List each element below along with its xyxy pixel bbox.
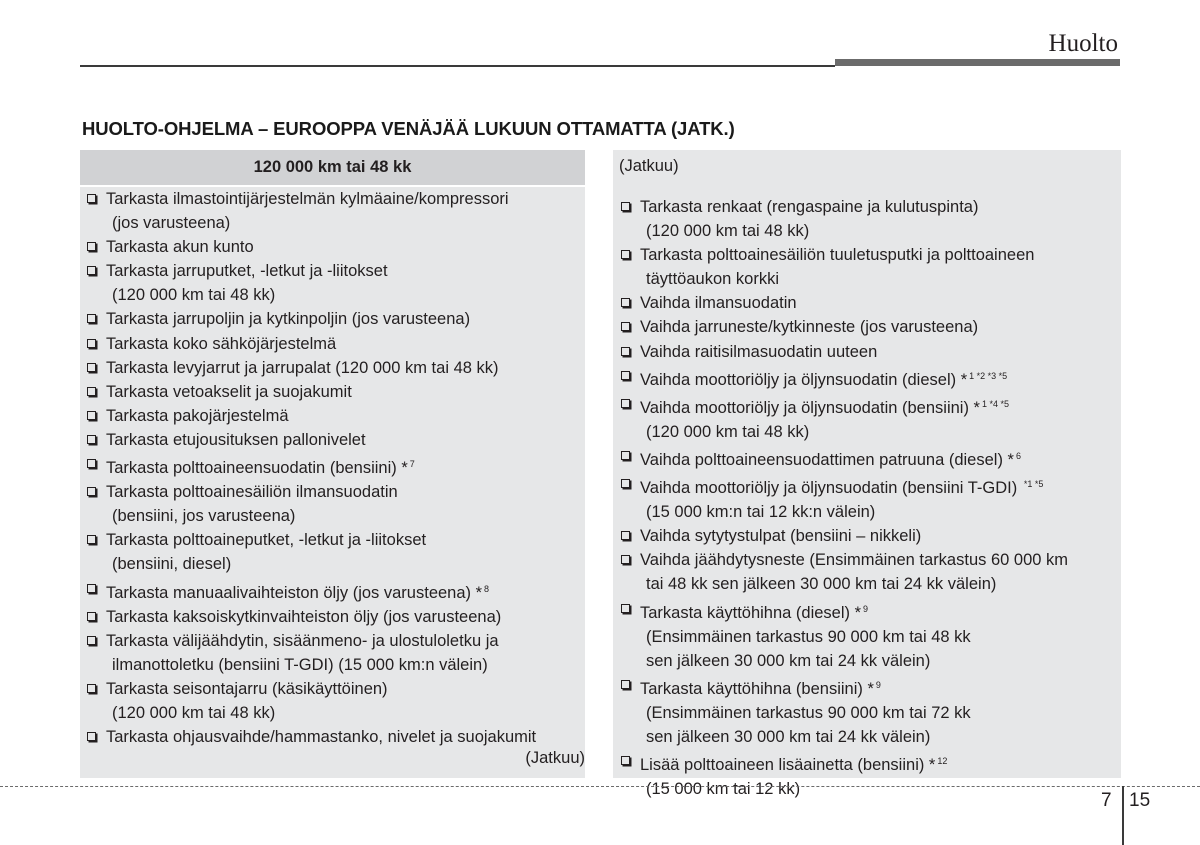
checkbox-icon [87,459,96,468]
item-line: Tarkasta käyttöhihna (bensiini) * [640,679,874,698]
checklist-item [84,404,584,428]
item-line: Tarkasta käyttöhihna (diesel) * [640,603,862,622]
checkbox-icon [87,636,96,645]
footnote-marker: 1 *2 *3 *5 [969,370,1008,381]
footnote-marker: 9 [863,603,869,614]
checklist-item [84,235,584,259]
item-line: Tarkasta polttoaineensuodatin (bensiini) * [106,459,408,478]
checkbox-icon [621,250,630,259]
item-line: Vaihda ilmansuodatin [640,294,797,313]
item-text [106,677,584,701]
checklist-item [618,472,1121,524]
item-line: Tarkasta jarrupoljin ja kytkinpoljin (jos varusteena) [106,310,471,329]
item-line: (Ensimmäinen tarkastus 90 000 km tai 48 kk [646,627,971,646]
item-text [640,597,1121,625]
checkbox-icon [87,612,96,621]
checkbox-icon [621,298,630,307]
checklist-item [618,548,1121,596]
item-line: Tarkasta vetoakselit ja suojakumit [106,382,352,401]
checkbox-icon [621,555,630,564]
checkbox-icon [621,347,630,356]
item-line: Vaihda moottoriöljy ja öljynsuodatin (bensiini T-GDI) [640,479,1022,498]
checkbox-icon [87,684,96,693]
item-line: Vaihda jarruneste/kytkinneste (jos varusteena) [640,318,979,337]
item-text [106,235,584,259]
item-line: tai 48 kk sen jälkeen 30 000 km tai 24 kk välein) [646,575,997,594]
checklist-item [84,480,584,528]
item-text-continued [640,777,1121,801]
item-line: Tarkasta koko sähköjärjestelmä [106,334,337,353]
item-text [640,444,1121,472]
left-panel-heading: 120 000 km tai 48 kk [80,150,585,185]
item-text [640,548,1121,572]
checkbox-icon [87,487,96,496]
item-line: (120 000 km tai 48 kk) [112,703,276,722]
checklist-item [618,243,1121,291]
item-line: Lisää polttoaineen lisäainetta (bensiini) * [640,756,936,775]
header-title: Huolto [1048,30,1118,57]
header-rule-accent [835,59,1120,66]
item-text [640,243,1121,267]
item-line: Vaihda moottoriöljy ja öljynsuodatin (bensiini) * [640,398,980,417]
checkbox-icon [621,202,630,211]
checklist-item [84,332,584,356]
footer-divider [0,786,1200,787]
item-line: ilmanottoletku (bensiini T-GDI) (15 000 km:n välein) [112,655,488,674]
item-line: (Ensimmäinen tarkastus 90 000 km tai 72 kk [646,703,971,722]
checklist-item [84,452,584,480]
left-panel [80,150,585,778]
footnote-marker: 9 [875,679,881,690]
item-text-continued [640,701,1121,725]
checkbox-icon [621,680,630,689]
item-text-continued [106,504,584,528]
item-text [640,673,1121,701]
footnote-marker: 7 [409,459,415,470]
checkbox-icon [621,371,630,380]
checklist-item [618,749,1121,801]
item-text [640,364,1121,392]
item-text-continued [640,572,1121,596]
header-rule [80,65,835,67]
checkbox-icon [621,756,630,765]
item-text-continued [106,283,584,307]
item-line: täyttöaukon korkki [646,270,779,289]
item-line: Vaihda jäähdytysneste (Ensimmäinen tarkastus 60 000 km [640,551,1069,570]
item-text [106,356,584,380]
checklist-item [84,725,584,749]
checklist-item [618,315,1121,339]
checkbox-icon [621,451,630,460]
checklist-item [84,428,584,452]
checkbox-icon [621,322,630,331]
item-text-continued [640,500,1121,524]
checklist-item [84,629,584,677]
right-checklist [618,195,1121,801]
item-line: (jos varusteena) [112,214,231,233]
chapter-number: 7 [1101,790,1112,811]
item-line: sen jälkeen 30 000 km tai 24 kk välein) [646,651,931,670]
item-text-continued [640,625,1121,649]
item-text [106,187,584,211]
checkbox-icon [87,339,96,348]
item-line: sen jälkeen 30 000 km tai 24 kk välein) [646,727,931,746]
page-number: 15 [1129,790,1151,811]
checkbox-icon [87,435,96,444]
checklist-item [84,356,584,380]
item-line: (120 000 km tai 48 kk) [646,422,810,441]
checklist-item [84,605,584,629]
checklist-item [618,444,1121,472]
item-line: (15 000 km:n tai 12 kk:n välein) [646,503,876,522]
item-text [106,332,584,356]
checklist-item [84,380,584,404]
item-text [640,340,1121,364]
item-text [106,605,584,629]
checkbox-icon [621,604,630,613]
item-line: Tarkasta välijäähdytin, sisäänmeno- ja ulostuloletku ja [106,631,499,650]
item-line: Tarkasta seisontajarru (käsikäyttöinen) [106,679,388,698]
item-text [640,472,1121,500]
item-text [106,629,584,653]
checklist-item [618,673,1121,749]
item-line: Vaihda moottoriöljy ja öljynsuodatin (diesel) * [640,370,968,389]
item-line: Tarkasta polttoaineputket, -letkut ja -liitokset [106,531,427,550]
item-line: Tarkasta akun kunto [106,238,254,257]
item-line: (bensiini, diesel) [112,555,232,574]
footnote-marker: 8 [484,583,490,594]
checklist-item [618,195,1121,243]
checkbox-icon [87,314,96,323]
checkbox-icon [621,399,630,408]
item-text-continued [106,701,584,725]
item-text [640,524,1121,548]
checkbox-icon [87,242,96,251]
checkbox-icon [87,363,96,372]
item-text-continued [106,211,584,235]
item-line: Vaihda sytytystulpat (bensiini – nikkeli) [640,527,922,546]
item-text [106,480,584,504]
item-text-continued [640,219,1121,243]
footnote-marker: *1 *5 [1023,479,1044,490]
item-line: Tarkasta etujousituksen pallonivelet [106,430,366,449]
checkbox-icon [87,535,96,544]
checklist-item [618,291,1121,315]
checkbox-icon [87,411,96,420]
item-text-continued [640,267,1121,291]
item-text [640,392,1121,420]
item-line: Tarkasta polttoainesäiliön tuuletusputki ja polttoaineen [640,246,1035,265]
item-text-continued [640,649,1121,673]
item-text [640,195,1121,219]
item-text [640,749,1121,777]
item-text-continued [106,552,584,576]
footnote-marker: 1 *4 *5 [981,398,1009,409]
item-line: (15 000 km tai 12 kk) [646,780,801,799]
section-title: HUOLTO-OHJELMA – EUROOPPA VENÄJÄÄ LUKUUN OTTAMATTA (JATK.) [82,118,735,139]
checklist-item [84,259,584,307]
checkbox-icon [621,479,630,488]
item-line: Tarkasta manuaalivaihteiston öljy (jos varusteena) * [106,583,483,602]
item-line: (120 000 km tai 48 kk) [646,222,810,241]
left-checklist [84,187,584,749]
footnote-marker: 12 [937,756,948,767]
checklist-item [618,340,1121,364]
item-text [106,452,584,480]
item-text-continued [106,653,584,677]
item-line: Tarkasta ohjausvaihde/hammastanko, nivelet ja suojakumit [106,728,537,747]
right-panel [613,150,1121,799]
item-text [106,528,584,552]
checkbox-icon [87,194,96,203]
item-line: Tarkasta pakojärjestelmä [106,406,289,425]
item-text-continued [640,725,1121,749]
item-line: Vaihda raitisilmasuodatin uuteen [640,342,878,361]
item-text-continued [640,420,1121,444]
footnote-marker: 6 [1015,450,1021,461]
checklist-item [618,597,1121,673]
item-text [106,404,584,428]
checkbox-icon [621,531,630,540]
checklist-item [84,677,584,725]
item-text [106,577,584,605]
continued-label: (Jatkuu) [525,749,585,767]
item-text [106,725,584,749]
item-text [640,291,1121,315]
continued-top-label: (Jatkuu) [619,157,679,175]
checklist-item [84,528,584,576]
item-line: Tarkasta renkaat (rengaspaine ja kulutuspinta) [640,198,979,216]
item-text [106,307,584,331]
checklist-item [84,187,584,235]
checkbox-icon [87,584,96,593]
checkbox-icon [87,387,96,396]
checklist-item [618,524,1121,548]
item-line: Vaihda polttoaineensuodattimen patruuna (diesel) * [640,450,1014,469]
item-line: (120 000 km tai 48 kk) [112,286,276,305]
item-line: Tarkasta levyjarrut ja jarrupalat (120 000 km tai 48 kk) [106,358,499,377]
item-text [106,428,584,452]
item-line: Tarkasta jarruputket, -letkut ja -liitokset [106,262,388,281]
item-line: Tarkasta polttoainesäiliön ilmansuodatin [106,483,398,502]
item-line: Tarkasta ilmastointijärjestelmän kylmäaine/kompressori [106,190,509,208]
checklist-item [84,577,584,605]
item-text [640,315,1121,339]
item-line: (bensiini, jos varusteena) [112,507,296,526]
item-text [106,380,584,404]
checklist-item [618,364,1121,392]
checklist-item [84,307,584,331]
checkbox-icon [87,732,96,741]
item-line: Tarkasta kaksoiskytkinvaihteiston öljy (jos varusteena) [106,607,502,626]
item-text [106,259,584,283]
checklist-item [618,392,1121,444]
checkbox-icon [87,266,96,275]
page-number-divider [1122,786,1124,845]
